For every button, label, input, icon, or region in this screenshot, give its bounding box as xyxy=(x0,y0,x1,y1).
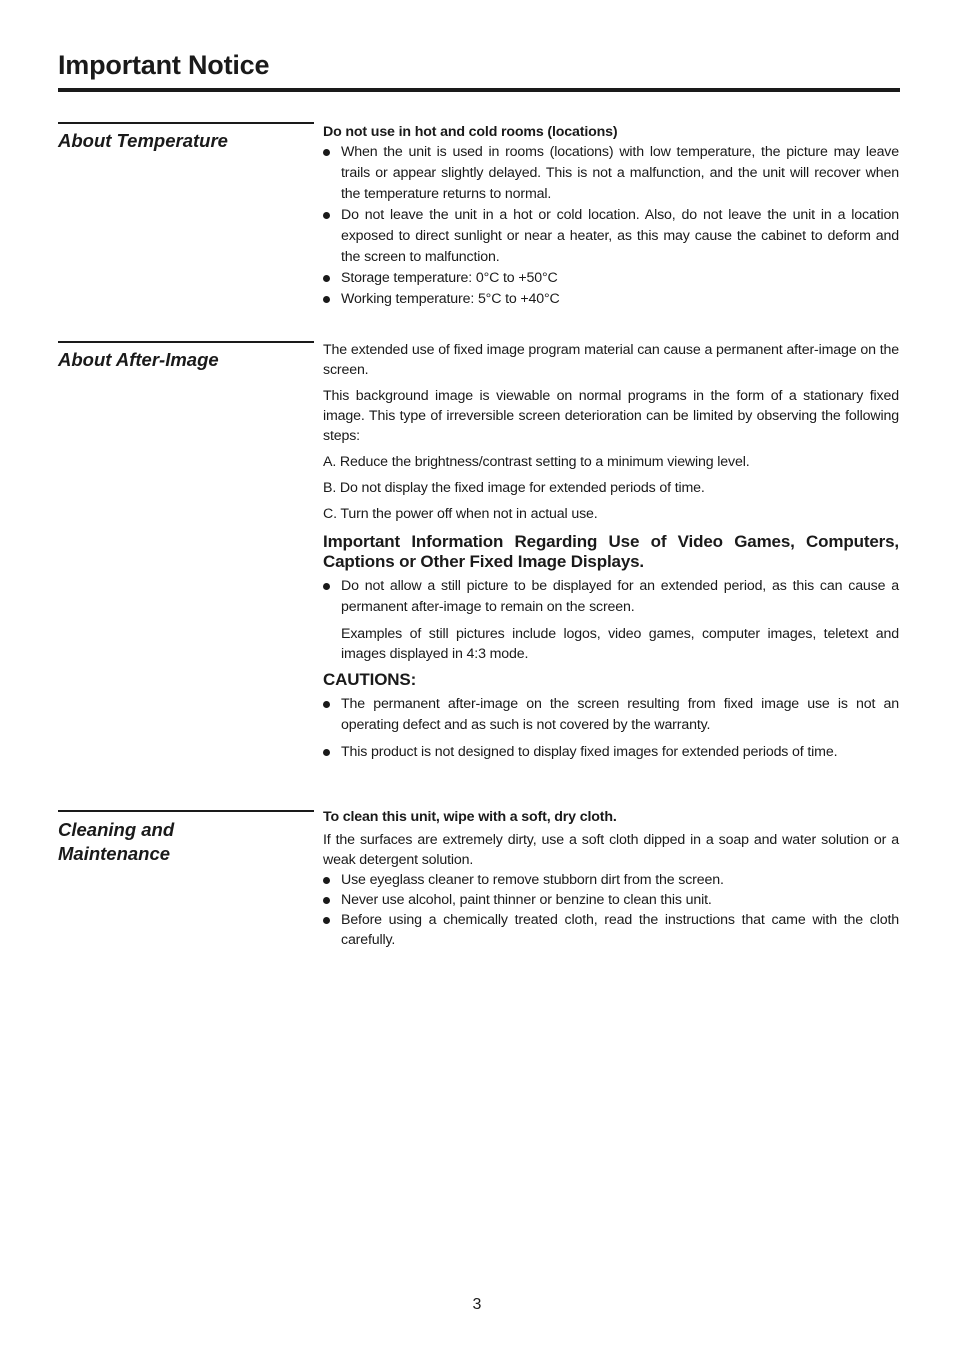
still-picture-examples: Examples of still pictures include logos, video games, computer images, teletext and images displayed in 4:3 mode. xyxy=(341,626,899,662)
bullet-icon xyxy=(323,877,330,884)
cautions-bullet-list xyxy=(323,694,899,763)
temperature-subheading: Do not use in hot and cold rooms (locations) xyxy=(323,124,618,140)
list-item-text: When the unit is used in rooms (locations) with low temperature, the picture may leave trails or appear slightly delayed. This is not a malfunction, and the unit will recover when the temperature returns to normal. xyxy=(341,144,899,202)
list-item xyxy=(323,289,899,310)
bullet-icon xyxy=(323,275,330,282)
bullet-icon xyxy=(323,917,330,924)
temperature-section-divider xyxy=(58,122,314,124)
page-number: 3 xyxy=(472,1296,482,1313)
temperature-section-heading: About Temperature xyxy=(58,130,228,151)
list-item xyxy=(323,268,899,289)
afterimage-step: C. Turn the power off when not in actual use. xyxy=(323,506,598,522)
temperature-bullet-list xyxy=(323,142,899,310)
list-item xyxy=(323,576,899,618)
important-information-heading: Important Information Regarding Use of Video Games, Computers, Captions or Other Fixed Image Displays. xyxy=(323,532,899,571)
list-item-text: Working temperature: 5°C to +40°C xyxy=(341,291,560,307)
list-item xyxy=(323,142,899,205)
list-item-text: Storage temperature: 0°C to +50°C xyxy=(341,270,558,286)
cleaning-section-divider xyxy=(58,810,314,812)
cautions-heading: CAUTIONS: xyxy=(323,670,417,689)
cleaning-bullet-list xyxy=(323,870,899,950)
cleaning-heading-line: Cleaning and xyxy=(58,819,175,840)
list-item-text: Never use alcohol, paint thinner or benzine to clean this unit. xyxy=(341,892,712,908)
list-item xyxy=(323,742,899,763)
afterimage-section-content xyxy=(323,340,899,763)
list-item-text: Use eyeglass cleaner to remove stubborn dirt from the screen. xyxy=(341,872,724,888)
list-item xyxy=(323,205,899,268)
afterimage-step: A. Reduce the brightness/contrast setting to a minimum viewing level. xyxy=(323,454,750,470)
afterimage-section-divider xyxy=(58,341,314,343)
afterimage-paragraph: The extended use of fixed image program material can cause a permanent after-image on the screen. xyxy=(323,342,899,378)
bullet-icon xyxy=(323,749,330,756)
list-item-text: This product is not designed to display fixed images for extended periods of time. xyxy=(341,744,838,760)
list-item xyxy=(323,694,899,736)
temperature-section-content xyxy=(323,122,899,310)
list-item-text: Do not allow a still picture to be displayed for an extended period, as this can cause a permanent after-image to remain on the screen. xyxy=(341,578,899,615)
list-item xyxy=(323,870,899,890)
bullet-icon xyxy=(323,149,330,156)
afterimage-section-heading: About After-Image xyxy=(58,349,219,370)
bullet-icon xyxy=(323,296,330,303)
afterimage-step: B. Do not display the fixed image for extended periods of time. xyxy=(323,480,705,496)
afterimage-paragraph: This background image is viewable on normal programs in the form of a stationary fixed image. This type of irreversible screen deterioration can be limited by observing the following steps: xyxy=(323,388,899,444)
page-title: Important Notice xyxy=(58,50,270,80)
cleaning-section-heading xyxy=(58,818,298,866)
title-divider xyxy=(58,88,900,92)
bullet-icon xyxy=(323,212,330,219)
list-item-text: Before using a chemically treated cloth, read the instructions that came with the cloth carefully. xyxy=(341,912,899,948)
bullet-icon xyxy=(323,897,330,904)
list-item xyxy=(323,890,899,910)
bullet-icon xyxy=(323,701,330,708)
list-item xyxy=(323,910,899,950)
list-item-text: The permanent after-image on the screen resulting from fixed image use is not an operating defect and as such is not covered by the warranty. xyxy=(341,696,899,733)
list-item-text: Do not leave the unit in a hot or cold location. Also, do not leave the unit in a location exposed to direct sunlight or near a heater, as this may cause the cabinet to deform and the screen to malfunction. xyxy=(341,207,899,265)
cleaning-intro: If the surfaces are extremely dirty, use a soft cloth dipped in a soap and water solution or a weak detergent solution. xyxy=(323,832,899,868)
bullet-icon xyxy=(323,583,330,590)
cleaning-subheading: To clean this unit, wipe with a soft, dry cloth. xyxy=(323,809,617,825)
cleaning-heading-line: Maintenance xyxy=(58,843,171,864)
important-bullet-list xyxy=(323,576,899,618)
cleaning-section-content xyxy=(323,807,899,950)
